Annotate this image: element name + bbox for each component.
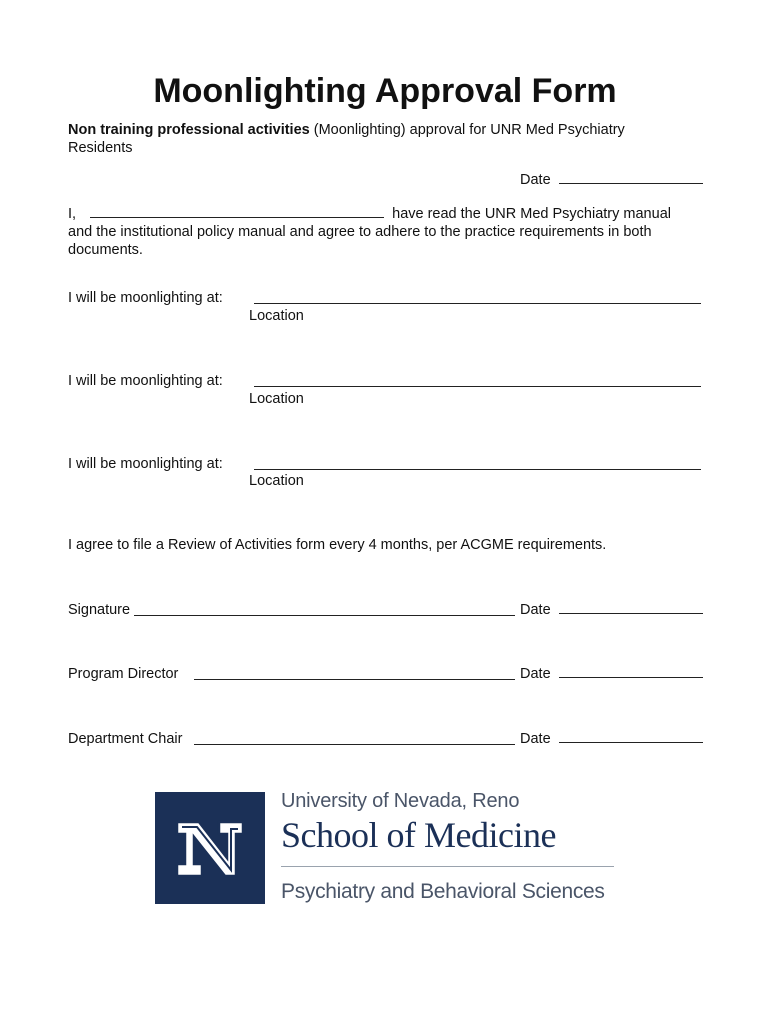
location-field-3[interactable] — [254, 456, 701, 470]
location-label-1: Location — [249, 308, 304, 324]
top-date-row — [520, 171, 703, 189]
statement-prefix: I, — [68, 206, 77, 222]
statement-line-2: and the institutional policy manual and agree to adhere to the practice requirements in both — [68, 224, 652, 240]
department-chair-date-label: Date — [520, 731, 551, 747]
department-chair-field[interactable] — [194, 731, 515, 745]
signature-date-row — [520, 601, 703, 619]
program-director-label: Program Director — [68, 666, 179, 682]
statement-line-1 — [68, 205, 671, 223]
logo-school: School of Medicine — [281, 815, 556, 855]
location-label-2: Location — [249, 391, 304, 407]
program-director-field[interactable] — [194, 666, 515, 680]
logo-university: University of Nevada, Reno — [281, 790, 520, 812]
resident-name-field[interactable] — [90, 205, 384, 218]
intro-rest: (Moonlighting) approval for UNR Med Psychiatry — [309, 122, 625, 138]
date-label: Date — [520, 172, 551, 188]
moonlighting-label-1: I will be moonlighting at: — [68, 290, 223, 306]
statement-line-3: documents. — [68, 242, 143, 258]
department-chair-label: Department Chair — [68, 731, 183, 747]
moonlighting-label-3: I will be moonlighting at: — [68, 456, 223, 472]
logo-divider — [281, 866, 614, 867]
signature-date-field[interactable] — [559, 601, 703, 614]
location-label-3: Location — [249, 473, 304, 489]
intro-line-1 — [68, 121, 625, 139]
intro-bold: Non training professional activities — [68, 122, 310, 138]
agreement-text: I agree to file a Review of Activities form every 4 months, per ACGME requirements. — [68, 537, 607, 553]
block-n-icon — [155, 792, 265, 904]
statement-suffix: have read the UNR Med Psychiatry manual — [392, 206, 671, 222]
moonlighting-label-2: I will be moonlighting at: — [68, 373, 223, 389]
top-date-field[interactable] — [559, 171, 703, 184]
signature-field[interactable] — [134, 602, 515, 616]
program-director-date-field[interactable] — [559, 665, 703, 678]
unr-logo-mark — [155, 792, 265, 904]
location-field-2[interactable] — [254, 373, 701, 387]
location-field-1[interactable] — [254, 290, 701, 304]
department-chair-date-row — [520, 730, 703, 748]
form-title: Moonlighting Approval Form — [153, 72, 617, 110]
program-director-date-row — [520, 665, 703, 683]
intro-line-2: Residents — [68, 140, 133, 156]
signature-label: Signature — [68, 602, 131, 618]
logo-department: Psychiatry and Behavioral Sciences — [281, 880, 605, 903]
program-director-date-label: Date — [520, 666, 551, 682]
signature-date-label: Date — [520, 602, 551, 618]
department-chair-date-field[interactable] — [559, 730, 703, 743]
